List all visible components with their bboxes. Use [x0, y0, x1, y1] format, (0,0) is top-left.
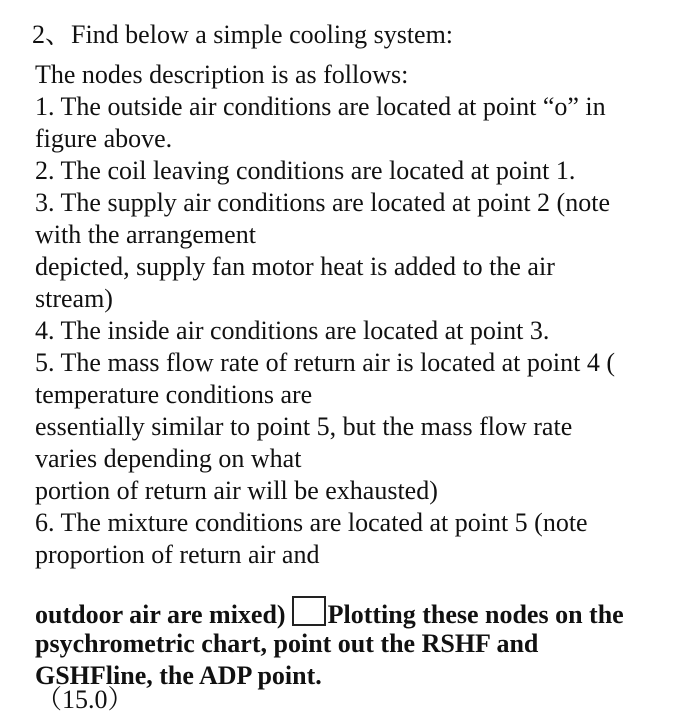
text-line: 5. The mass flow rate of return air is located at point 4 ( [35, 348, 616, 377]
text-line: temperature conditions are [35, 380, 313, 409]
text-line: with the arrangement [35, 220, 256, 249]
text-line: 6. The mixture conditions are located at point 5 (note [35, 508, 588, 537]
bold-question-prefix: outdoor air are mixed) [35, 600, 286, 629]
bold-question-line-1 [35, 596, 624, 631]
text-line: stream) [35, 284, 113, 313]
text-line: proportion of return air and [35, 540, 320, 569]
text-line: portion of return air will be exhausted) [35, 476, 438, 505]
question-heading: 2、Find below a simple cooling system: [32, 20, 454, 49]
blank-box-icon [292, 596, 326, 626]
intro-line: The nodes description is as follows: [35, 60, 409, 89]
text-line: 2. The coil leaving conditions are located at point 1. [35, 156, 576, 185]
bold-question-line-3: GSHFline, the ADP point. [35, 661, 322, 690]
text-line: figure above. [35, 124, 173, 153]
text-line: 4. The inside air conditions are located at point 3. [35, 316, 550, 345]
cut-off-points-line: （15.0） [36, 685, 134, 714]
bold-question-line-2: psychrometric chart, point out the RSHF and [35, 629, 539, 658]
text-line: 1. The outside air conditions are located at point “o” in [35, 92, 606, 121]
text-line: varies depending on what [35, 444, 302, 473]
bold-question-suffix: Plotting these nodes on the [327, 600, 624, 629]
text-line: depicted, supply fan motor heat is added to the air [35, 252, 555, 281]
text-line: essentially similar to point 5, but the mass flow rate [35, 412, 573, 441]
text-line: 3. The supply air conditions are located at point 2 (note [35, 188, 610, 217]
